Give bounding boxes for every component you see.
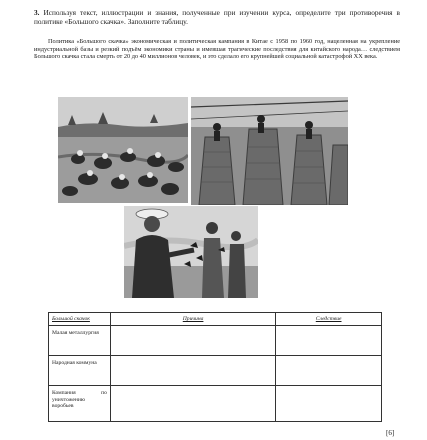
row-label-small-metallurgy: Малая металлургия — [49, 326, 111, 356]
table-row — [49, 326, 382, 356]
table-header-row — [49, 313, 382, 326]
effect-cell[interactable] — [276, 386, 382, 422]
effect-cell[interactable] — [276, 356, 382, 386]
task-number: 3. — [34, 8, 40, 17]
cause-cell[interactable] — [110, 356, 275, 386]
cause-cell[interactable] — [110, 326, 275, 356]
photo-sparrow-campaign — [124, 206, 258, 298]
photo-backyard-furnaces — [191, 97, 348, 205]
row-label-sparrow-campaign: Компания по уничтожению воробьев — [49, 386, 111, 422]
header-great-leap: Большой скачок — [49, 313, 111, 326]
header-cause: Причина — [110, 313, 275, 326]
cause-cell[interactable] — [110, 386, 275, 422]
effect-cell[interactable] — [276, 326, 382, 356]
intro-paragraph: Политика «Большого скачка» экономическая и политическая кампания в Китае с 1958 по 1960 год, нацеленная на укрепление индустриальной базы и резкий подъём экономики страны и имевшая трагические последствия для китайского народа… следствием Большого скачка стала смерть от 20 до 40 миллионов человек, и это сделало его крупнейшей социальной катастрофой XX века. — [34, 38, 400, 61]
row-label-peoples-commune: Народная коммуна — [49, 356, 111, 386]
table-row — [49, 386, 382, 422]
marks-label: [6] — [386, 429, 395, 437]
header-effect: Следствие — [276, 313, 382, 326]
task-text — [34, 9, 400, 26]
contradictions-table — [48, 312, 382, 422]
photo-peasants-field — [58, 97, 188, 203]
task-instruction: Используя текст, иллюстрации и знания, полученные при изучении курса, определите три противоречия в политике «Большого скачка». Заполните таблицу. — [34, 8, 401, 26]
table-row — [49, 356, 382, 386]
